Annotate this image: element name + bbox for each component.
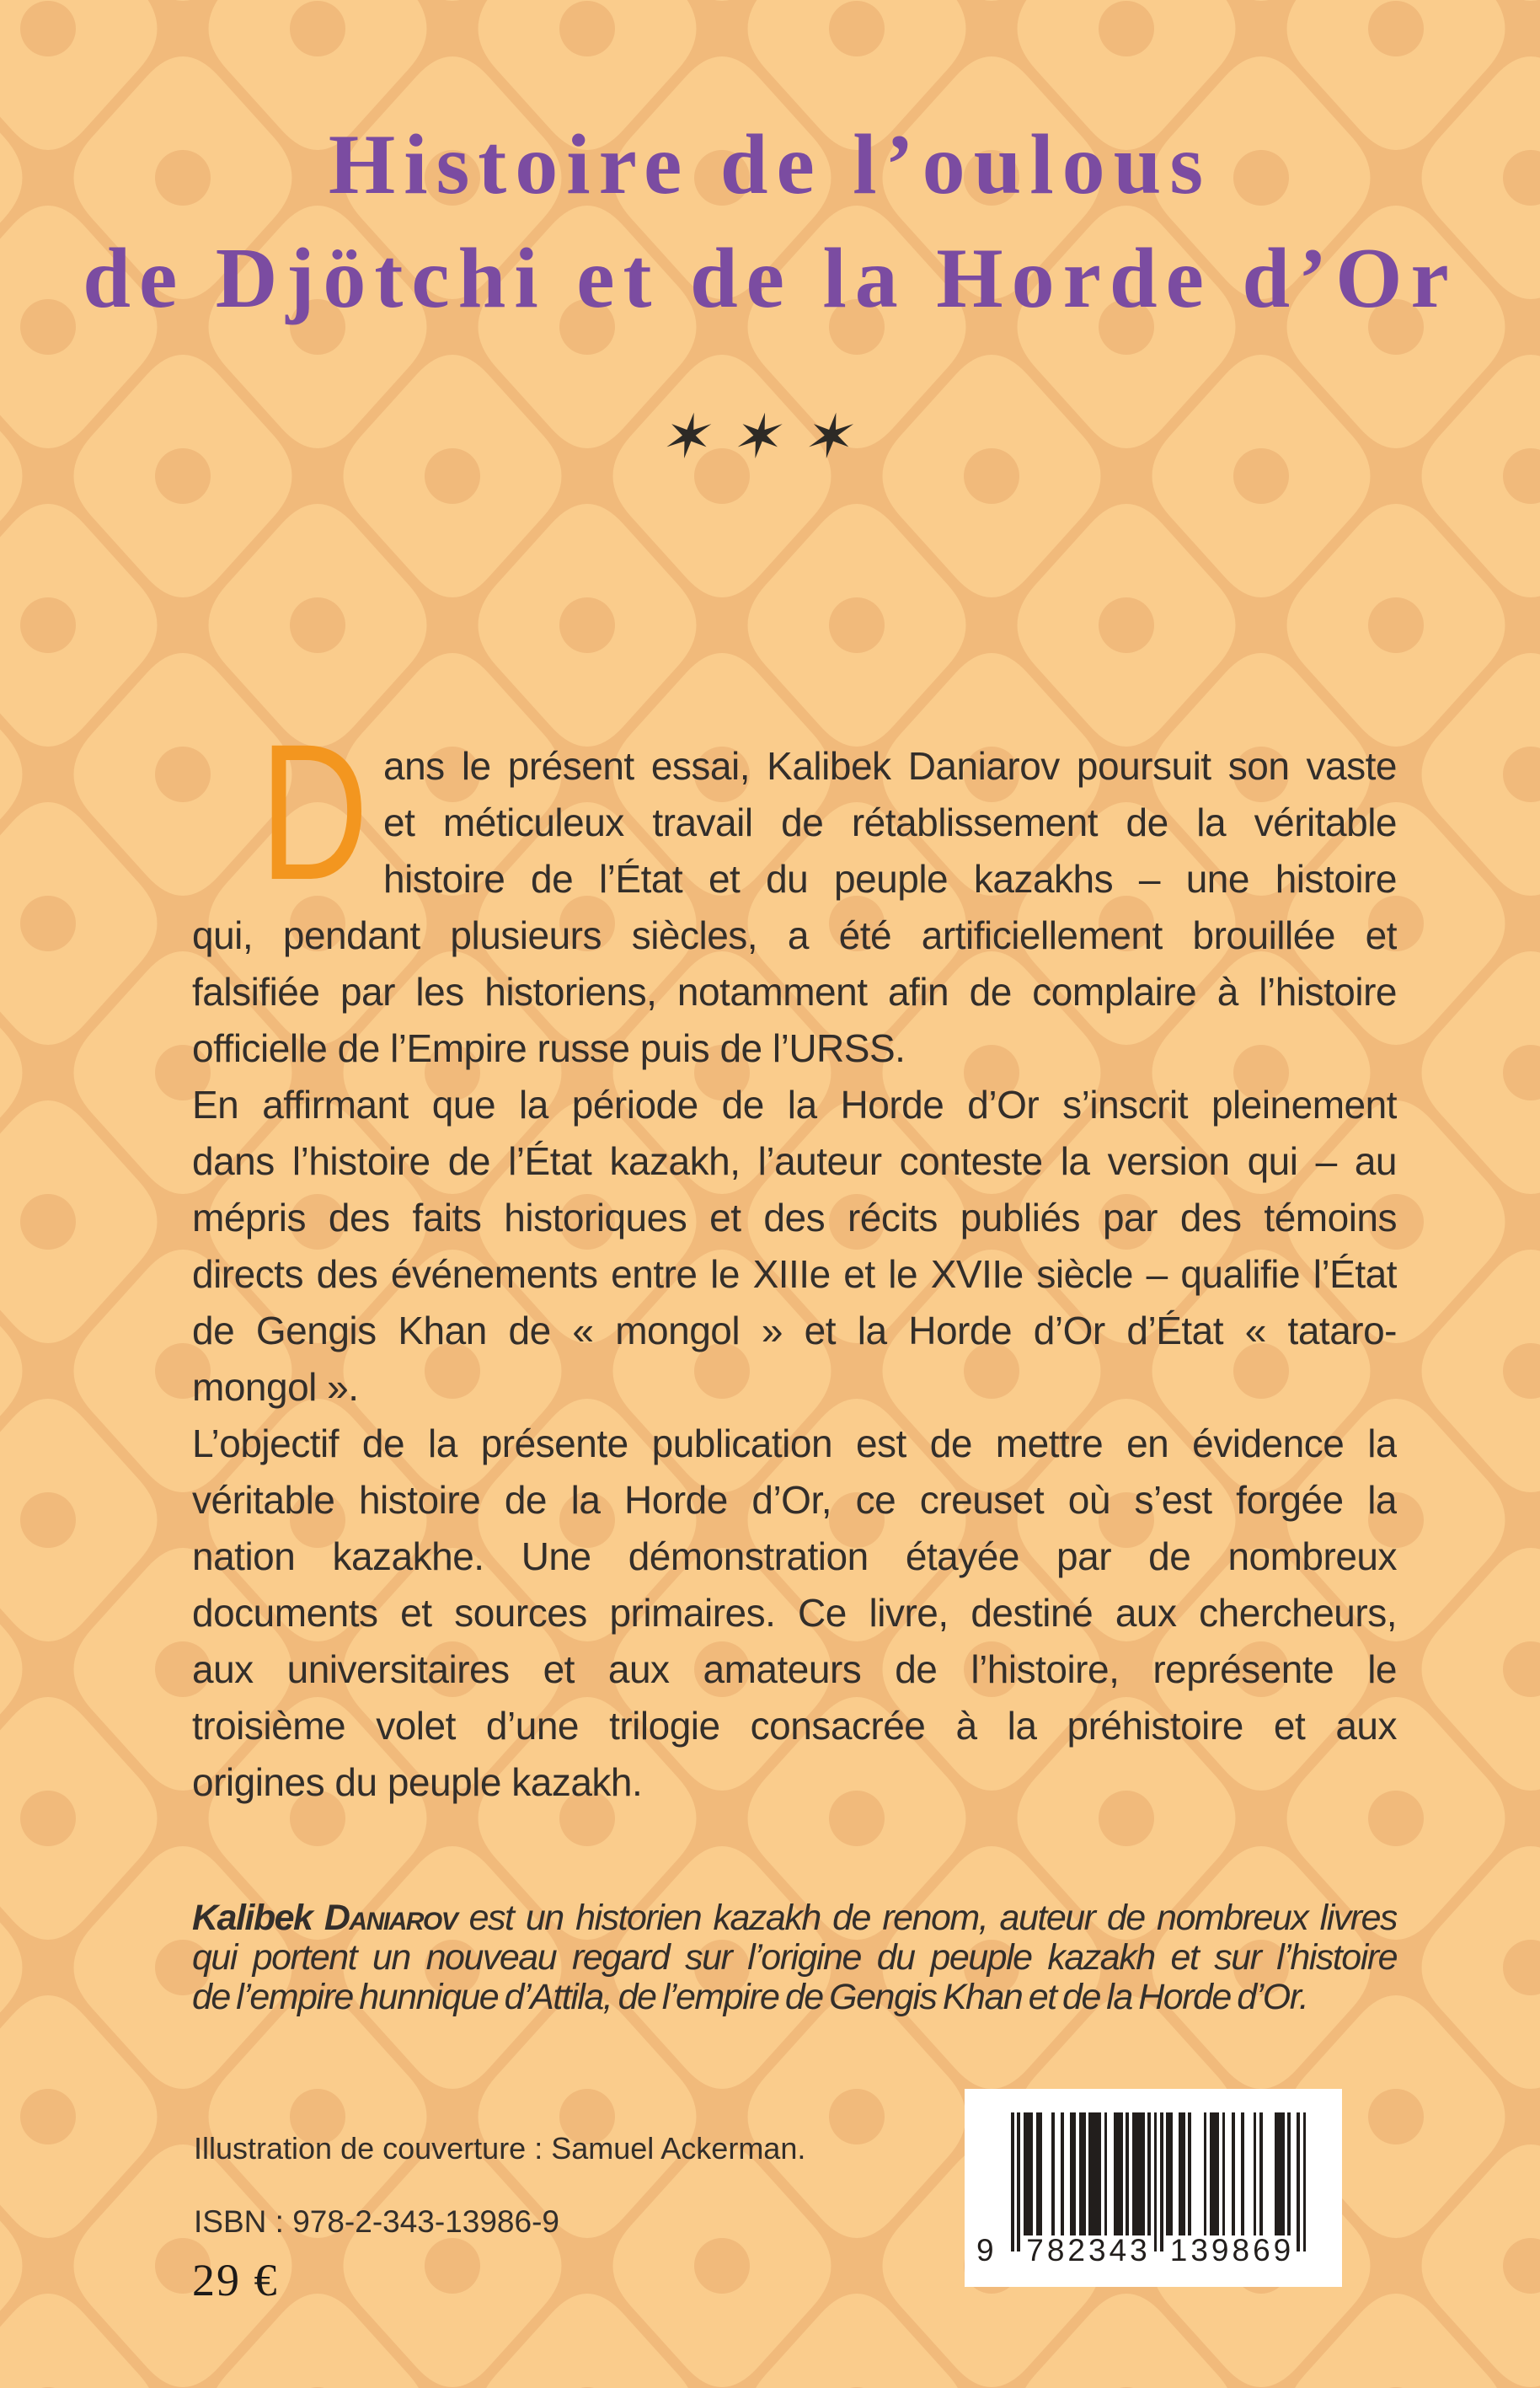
author-first-name: Kalibek [192,1898,313,1938]
book-title [0,108,1540,335]
barcode-digit-prefix: 9 [976,2233,994,2268]
stars-ornament-icon: ✶✶✶ [655,401,885,472]
author-bio-line: qui portent un nouveau regard sur l’origine du peuple kazakh et sur l’histoire [192,1938,1397,1978]
synopsis-line: troisième volet d’une trilogie consacrée à la préhistoire et aux [192,1704,1397,1748]
price-text: 29 € [192,2255,279,2305]
book-title-line1: Histoire de l’oulous [328,117,1212,212]
synopsis-line: et méticuleux travail de rétablissement de la véritable [383,800,1397,844]
barcode-digits-left: 782343 [1026,2233,1151,2268]
synopsis-lines [192,738,1397,1811]
synopsis-line: En affirmant que la période de la Horde d’Or s’inscrit pleinement [192,1083,1397,1127]
isbn-text: ISBN : 978-2-343-13986-9 [194,2204,559,2239]
synopsis-line: nation kazakhe. Une démonstration étayée par de nombreux [192,1534,1397,1578]
synopsis-line: L’objectif de la présente publication est de mettre en évidence la [192,1422,1397,1465]
synopsis-line: véritable histoire de la Horde d’Or, ce creuset où s’est forgée la [192,1478,1397,1522]
synopsis-line: officielle de l’Empire russe puis de l’URSS. [192,1026,906,1070]
author-bio-line [192,1898,1397,1938]
synopsis-line: falsifiée par les historiens, notamment afin de complaire à l’histoire [192,970,1397,1014]
barcode-bars [1011,2112,1306,2251]
synopsis-text [192,704,1397,1811]
synopsis-line: histoire de l’État et du peuple kazakhs – une histoire [383,857,1397,901]
synopsis-line: ans le présent essai, Kalibek Daniarov poursuit son vaste [383,744,1397,788]
synopsis-line: de Gengis Khan de « mongol » et la Horde d’Or d’État « tataro- [192,1309,1397,1352]
author-bio [192,1898,1397,2017]
illustration-credit: Illustration de couverture : Samuel Ackerman. [194,2131,806,2166]
synopsis-line: aux universitaires et aux amateurs de l’histoire, représente le [192,1647,1397,1691]
synopsis-line: dans l’histoire de l’État kazakh, l’auteur conteste la version qui – au [192,1139,1397,1183]
barcode-digits-right: 139869 [1169,2233,1295,2268]
book-title-line2: de Djötchi et de la Horde d’Or [83,231,1457,326]
synopsis-line: mépris des faits historiques et des récits publiés par des témoins [192,1196,1397,1240]
synopsis-line: origines du peuple kazakh. [192,1760,643,1804]
synopsis-line: documents et sources primaires. Ce livre, destiné aux chercheurs, [192,1591,1397,1635]
synopsis-line: directs des événements entre le XIIIe et le XVIIe siècle – qualifie l’État [192,1252,1397,1296]
synopsis-line: mongol ». [192,1365,359,1409]
author-bio-line1-rest: est un historien kazakh de renom, auteur de nombreux livres [457,1898,1397,1938]
dropcap-letter: D [259,704,369,920]
synopsis-line: qui, pendant plusieurs siècles, a été artificiellement brouillée et [192,913,1397,957]
author-bio-line: de l’empire hunnique d’Attila, de l’empire de Gengis Khan et de la Horde d’Or. [192,1978,1308,2017]
author-last-name: Daniarov [324,1898,457,1938]
